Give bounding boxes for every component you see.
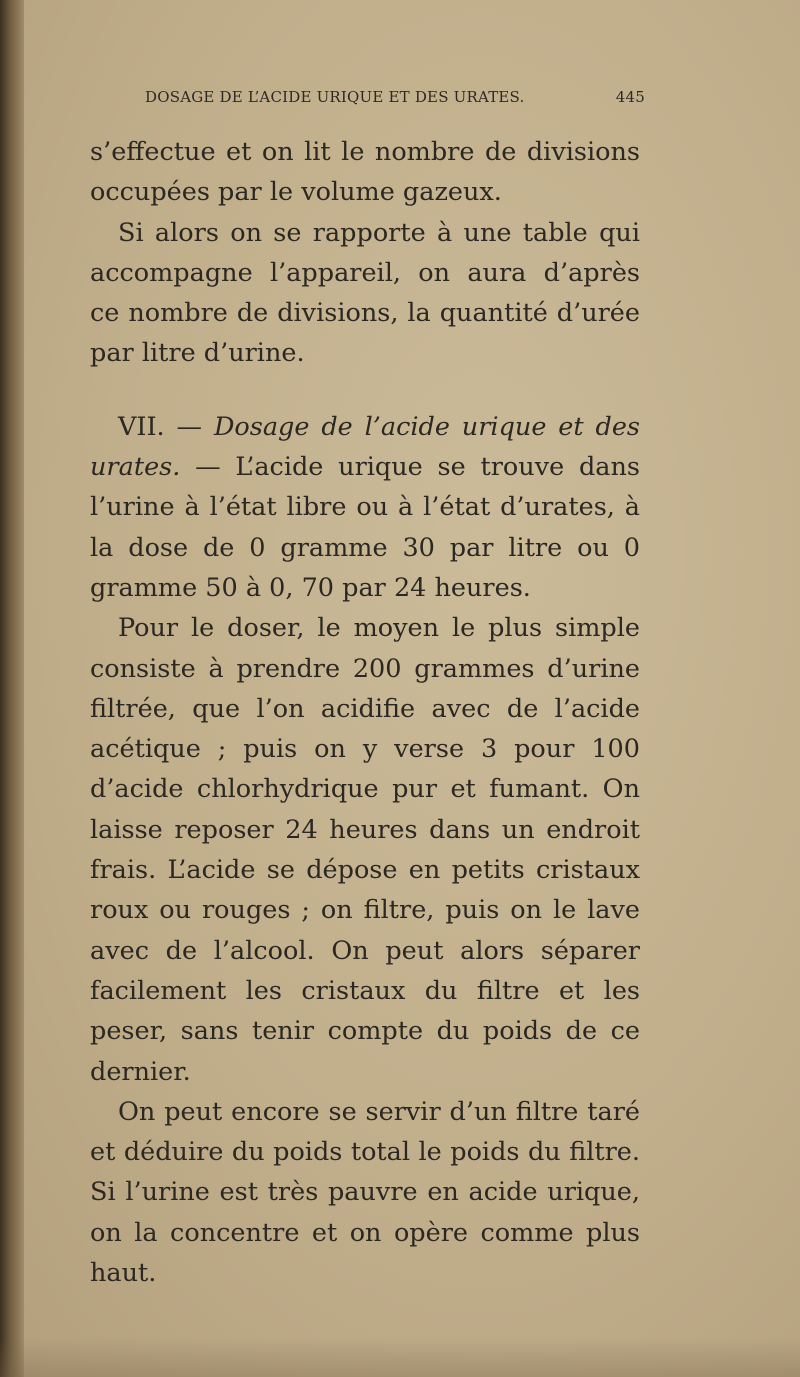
section-vii-paragraph xyxy=(90,407,640,608)
running-title: DOSAGE DE L’ACIDE URIQUE ET DES URATES. xyxy=(145,88,525,106)
paragraph-continued: s’effectue et on lit le nombre de divisions occupées par le volume gazeux. xyxy=(90,137,640,208)
paragraph-table-reference: Si alors on se rapporte à une table qui accompagne l’appareil, on aura d’après ce nombre de divisions, la quantité d’urée par litre d’urine. xyxy=(90,217,640,369)
page-number: 445 xyxy=(615,88,645,106)
section-body: — L’acide urique se trouve dans l’urine à l’état libre ou à l’état d’urates, à la dose de 0 gramme 30 par litre ou 0 gramme 50 à 0, 70 par 24 heures. xyxy=(90,452,640,603)
paragraph-procedure: Pour le doser, le moyen le plus simple consiste à prendre 200 grammes d’urine filtrée, que l’on acidifie avec de l’acide acétique ; puis on y verse 3 pour 100 d’acide chlorhydrique pur et fumant. On laisse reposer 24 heures dans un endroit frais. L’acide se dépose en petits cristaux roux ou rouges ; on filtre, puis on le lave avec de l’alcool. On peut alors séparer facilement les cristaux du filtre et les peser, sans tenir compte du poids de ce dernier. xyxy=(90,613,640,1087)
section-heading: Dosage de l’acide urique et des urates. xyxy=(90,411,641,483)
book-binding-shadow xyxy=(0,0,24,1377)
page-bottom-shadow xyxy=(0,1337,800,1377)
paragraph-alternative: On peut encore se servir d’un filtre taré et déduire du poids total le poids du filtre. Si l’urine est très pauvre en acide urique, on la concentre et on opère comme plus haut. xyxy=(90,1096,640,1289)
section-number: VII. — xyxy=(118,411,203,442)
body-text xyxy=(90,132,640,1293)
